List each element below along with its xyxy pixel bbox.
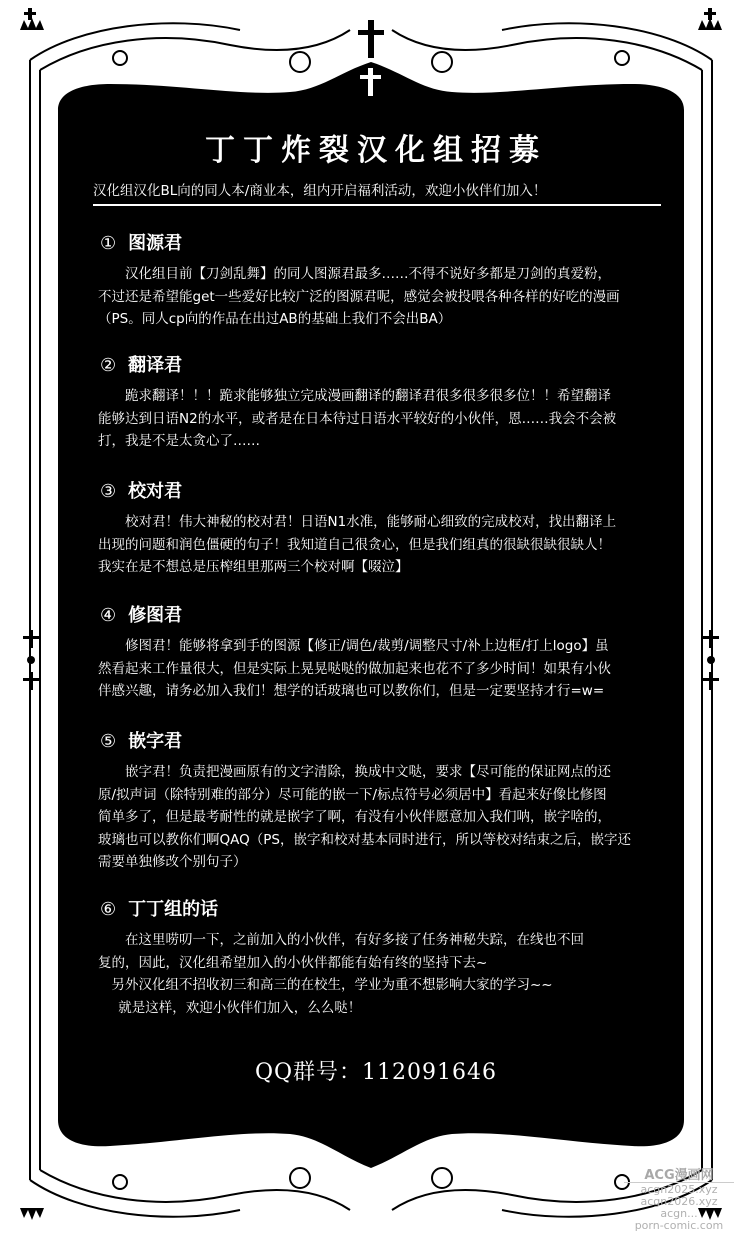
- section-group-words: [90, 897, 662, 1019]
- section-title: 丁丁组的话: [128, 899, 219, 920]
- body-line: 简单多了，但是最考耐性的就是嵌字了啊，有没有小伙伴愿意加入我们呐，嵌字啥的，: [98, 809, 611, 825]
- body-line: 然看起来工作量很大，但是实际上晃晃哒哒的做加起来也花不了多少时间！如果有小伙: [98, 660, 611, 677]
- body-line: 嵌字君！负责把漫画原有的文字清除，换成中文哒，要求【尽可能的保证网点的还: [125, 764, 611, 780]
- body-line: 打，我是不是太贪心了……: [98, 433, 260, 449]
- page-title: 丁丁炸裂汉化组招募: [205, 133, 547, 168]
- section-proofreader: [90, 479, 662, 579]
- section-number: ②: [100, 355, 117, 376]
- body-line: 复的，因此，汉化组希望加入的小伙伴都能有始有终的坚持下去~: [98, 954, 488, 971]
- qq-group-number: QQ群号：112091646: [254, 1060, 498, 1085]
- body-line: 修图君！能够将拿到手的图源【修正/调色/裁剪/调整尺寸/补上边框/打上logo】虽: [125, 638, 609, 654]
- section-body: [98, 929, 643, 1019]
- section-retoucher: [90, 603, 662, 703]
- section-number: ⑥: [100, 899, 117, 920]
- watermark-line: acgn2026.xyz: [640, 1195, 718, 1208]
- body-line: 校对君！伟大神秘的校对君！日语N1水准，能够耐心细致的完成校对，找出翻译上: [125, 514, 617, 530]
- body-line: 能够达到日语N2的水平，或者是在日本待过日语水平较好的小伙伴，恩……我会不会被: [98, 410, 617, 427]
- body-line: 就是这样，欢迎小伙伴们加入，么么哒！: [118, 999, 362, 1016]
- section-number: ③: [100, 481, 117, 502]
- body-line: （PS。同人cp向的作品在出过AB的基础上我们不会出BA）: [98, 311, 452, 327]
- body-line: 不过还是希望能get一些爱好比较广泛的图源君呢，感觉会被投喂各种各样的好吃的漫画: [98, 288, 620, 305]
- section-image-source: [90, 231, 662, 331]
- recruit-panel: [90, 125, 662, 1085]
- section-title: 修图君: [128, 605, 183, 626]
- watermark-line: porn-comic.com: [634, 1219, 724, 1232]
- body-line: 原/拟声词（除特别难的部分）尽可能的嵌一下/标点符号必须居中】看起来好像比修图: [98, 786, 607, 803]
- site-watermark: [624, 1170, 734, 1232]
- watermark-line: acgn2025.xyz: [640, 1183, 718, 1196]
- body-line: 需要单独修改个别句子）: [98, 854, 247, 870]
- body-line: 玻璃也可以教你们啊QAQ（PS，嵌字和校对基本同时进行，所以等校对结束之后，嵌字还: [98, 831, 631, 848]
- watermark-logo: ACG漫画网: [624, 1170, 734, 1183]
- body-line: 出现的问题和润色僵硬的句子！我知道自己很贪心，但是我们组真的很缺很缺很缺人！: [98, 536, 611, 553]
- section-number: ①: [100, 233, 117, 254]
- section-body: [98, 511, 643, 579]
- section-number: ⑤: [100, 731, 117, 752]
- body-line: 伴感兴趣，请务必加入我们！想学的话玻璃也可以教你们，但是一定要坚持才行=w=: [98, 683, 605, 699]
- section-body: [98, 635, 643, 703]
- body-line: 我实在是不想总是压榨组里那两三个校对啊【啜泣】: [98, 559, 409, 575]
- section-typesetter: [90, 729, 662, 874]
- section-title: 嵌字君: [128, 731, 183, 752]
- section-number: ④: [100, 605, 117, 626]
- section-title: 校对君: [128, 481, 183, 502]
- section-body: [98, 761, 643, 874]
- section-body: [98, 263, 643, 331]
- body-line: 跪求翻译！！！跪求能够独立完成漫画翻译的翻译君很多很多很多位！！希望翻译: [125, 388, 611, 404]
- section-title: 图源君: [128, 233, 183, 254]
- body-line: 汉化组目前【刀剑乱舞】的同人图源君最多……不得不说好多都是刀剑的真爱粉，: [125, 266, 611, 282]
- body-line: 另外汉化组不招收初三和高三的在校生，学业为重不想影响大家的学习~~: [111, 977, 553, 993]
- body-line: 在这里唠叨一下，之前加入的小伙伴，有好多接了任务神秘失踪，在线也不回: [125, 932, 584, 948]
- section-translator: [90, 353, 662, 453]
- section-title: 翻译君: [128, 355, 183, 376]
- section-body: [98, 385, 643, 453]
- watermark-line: acgn...: [660, 1207, 698, 1220]
- intro-text: 汉化组汉化BL向的同人本/商业本，组内开启福利活动，欢迎小伙伴们加入！: [93, 181, 661, 206]
